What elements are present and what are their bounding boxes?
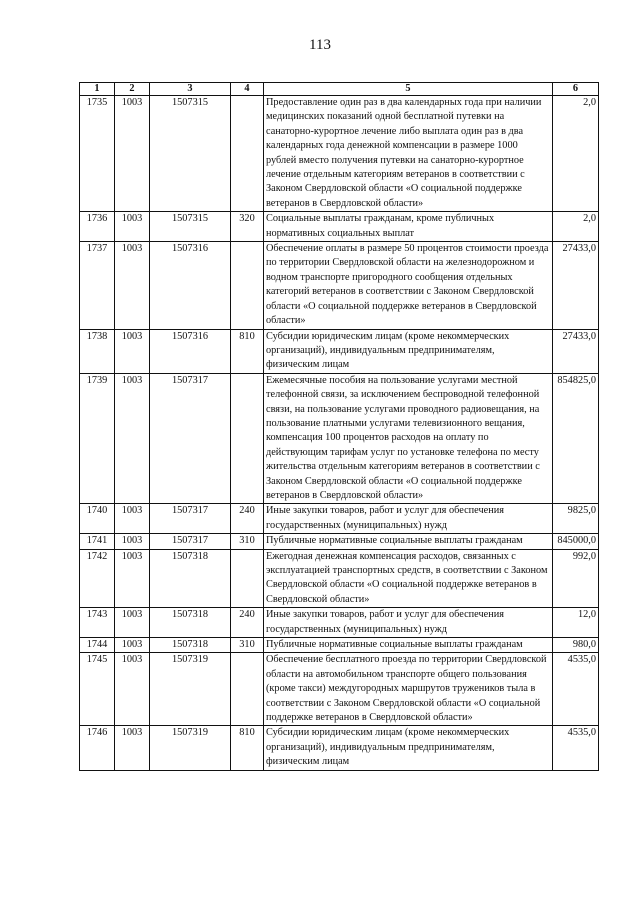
table-row <box>80 608 599 638</box>
table-row <box>80 549 599 608</box>
item-description: Обеспечение бесплатного проезда по территории Свердловской области на автомобильном транспорте общего пользования (кроме такси) междугородных маршрутов тружеников тыла в соответствии с Законом Свердловской области «О социальной поддержке ветеранов в Свердловской области» <box>264 653 553 726</box>
row-number: 1744 <box>80 638 115 653</box>
target-article-code: 1507319 <box>150 726 231 770</box>
header-col-1: 1 <box>80 83 115 96</box>
target-article-code: 1507318 <box>150 638 231 653</box>
table-row <box>80 534 599 549</box>
header-col-5: 5 <box>264 83 553 96</box>
expense-type-code <box>231 549 264 608</box>
expense-type-code <box>231 242 264 329</box>
table-row <box>80 373 599 504</box>
item-description: Публичные нормативные социальные выплаты гражданам <box>264 534 553 549</box>
section-code: 1003 <box>115 726 150 770</box>
table-row <box>80 504 599 534</box>
table-row <box>80 329 599 373</box>
table-row <box>80 638 599 653</box>
target-article-code: 1507317 <box>150 534 231 549</box>
row-number: 1736 <box>80 212 115 242</box>
expense-type-code: 240 <box>231 504 264 534</box>
table-row <box>80 212 599 242</box>
header-col-6: 6 <box>553 83 599 96</box>
budget-table <box>79 82 599 771</box>
expense-type-code <box>231 373 264 504</box>
item-description: Ежегодная денежная компенсация расходов, связанных с эксплуатацией транспортных средств, в соответствии с Законом Свердловской области «О социальной поддержке ветеранов в Свердловской области» <box>264 549 553 608</box>
target-article-code: 1507316 <box>150 242 231 329</box>
item-amount: 845000,0 <box>553 534 599 549</box>
row-number: 1741 <box>80 534 115 549</box>
row-number: 1739 <box>80 373 115 504</box>
item-description: Иные закупки товаров, работ и услуг для обеспечения государственных (муниципальных) нужд <box>264 504 553 534</box>
row-number: 1740 <box>80 504 115 534</box>
expense-type-code: 810 <box>231 726 264 770</box>
target-article-code: 1507318 <box>150 608 231 638</box>
section-code: 1003 <box>115 212 150 242</box>
expense-type-code: 240 <box>231 608 264 638</box>
item-description: Ежемесячные пособия на пользование услугами местной телефонной связи, за исключением беспроводной телефонной связи, на пользование услугами проводного радиовещания, на пользование платными услугами телевизионного вещания, компенсация 100 процентов расходов на оплату по действующим тарифам услуг по установке телефона по месту жительства отдельным категориям ветеранов в соответствии с Законом Свердловской области «О социальной поддержке ветеранов в Свердловской области» <box>264 373 553 504</box>
row-number: 1735 <box>80 96 115 212</box>
item-amount: 992,0 <box>553 549 599 608</box>
section-code: 1003 <box>115 638 150 653</box>
section-code: 1003 <box>115 242 150 329</box>
expense-type-code: 810 <box>231 329 264 373</box>
target-article-code: 1507317 <box>150 373 231 504</box>
item-amount: 4535,0 <box>553 726 599 770</box>
section-code: 1003 <box>115 534 150 549</box>
item-amount: 854825,0 <box>553 373 599 504</box>
expense-type-code: 310 <box>231 534 264 549</box>
target-article-code: 1507315 <box>150 212 231 242</box>
row-number: 1737 <box>80 242 115 329</box>
item-description: Иные закупки товаров, работ и услуг для обеспечения государственных (муниципальных) нужд <box>264 608 553 638</box>
item-amount: 4535,0 <box>553 653 599 726</box>
item-description: Социальные выплаты гражданам, кроме публичных нормативных социальных выплат <box>264 212 553 242</box>
row-number: 1743 <box>80 608 115 638</box>
item-description: Субсидии юридическим лицам (кроме некоммерческих организаций), индивидуальным предпринимателям, физическим лицам <box>264 329 553 373</box>
item-amount: 12,0 <box>553 608 599 638</box>
section-code: 1003 <box>115 373 150 504</box>
table-row <box>80 653 599 726</box>
item-amount: 2,0 <box>553 96 599 212</box>
row-number: 1745 <box>80 653 115 726</box>
section-code: 1003 <box>115 329 150 373</box>
table-row <box>80 242 599 329</box>
item-description: Публичные нормативные социальные выплаты гражданам <box>264 638 553 653</box>
table-row <box>80 726 599 770</box>
expense-type-code: 320 <box>231 212 264 242</box>
header-row <box>80 83 599 96</box>
expense-type-code <box>231 653 264 726</box>
item-description: Обеспечение оплаты в размере 50 процентов стоимости проезда по территории Свердловской области на железнодорожном и водном транспорте пригородного сообщения отдельных категорий ветеранов в соответствии с Законом Свердловской области «О социальной поддержке ветеранов в Свердловской области» <box>264 242 553 329</box>
row-number: 1738 <box>80 329 115 373</box>
header-col-2: 2 <box>115 83 150 96</box>
item-amount: 2,0 <box>553 212 599 242</box>
section-code: 1003 <box>115 549 150 608</box>
page-number: 113 <box>309 37 331 53</box>
row-number: 1746 <box>80 726 115 770</box>
item-description: Предоставление один раз в два календарных года при наличии медицинских показаний одной бесплатной путевки на санаторно-курортное лечение либо выплата один раз в два календарных года денежной компенсации в размере 1000 рублей вместо получения путевки на санаторно-курортное лечение отдельным категориям ветеранов в соответствии с Законом Свердловской области «О социальной поддержке ветеранов в Свердловской области» <box>264 96 553 212</box>
section-code: 1003 <box>115 608 150 638</box>
item-amount: 980,0 <box>553 638 599 653</box>
target-article-code: 1507319 <box>150 653 231 726</box>
section-code: 1003 <box>115 504 150 534</box>
item-description: Субсидии юридическим лицам (кроме некоммерческих организаций), индивидуальным предпринимателям, физическим лицам <box>264 726 553 770</box>
target-article-code: 1507316 <box>150 329 231 373</box>
item-amount: 27433,0 <box>553 329 599 373</box>
item-amount: 9825,0 <box>553 504 599 534</box>
target-article-code: 1507315 <box>150 96 231 212</box>
table-row <box>80 96 599 212</box>
section-code: 1003 <box>115 96 150 212</box>
header-col-3: 3 <box>150 83 231 96</box>
header-col-4: 4 <box>231 83 264 96</box>
row-number: 1742 <box>80 549 115 608</box>
section-code: 1003 <box>115 653 150 726</box>
expense-type-code <box>231 96 264 212</box>
item-amount: 27433,0 <box>553 242 599 329</box>
target-article-code: 1507318 <box>150 549 231 608</box>
expense-type-code: 310 <box>231 638 264 653</box>
target-article-code: 1507317 <box>150 504 231 534</box>
